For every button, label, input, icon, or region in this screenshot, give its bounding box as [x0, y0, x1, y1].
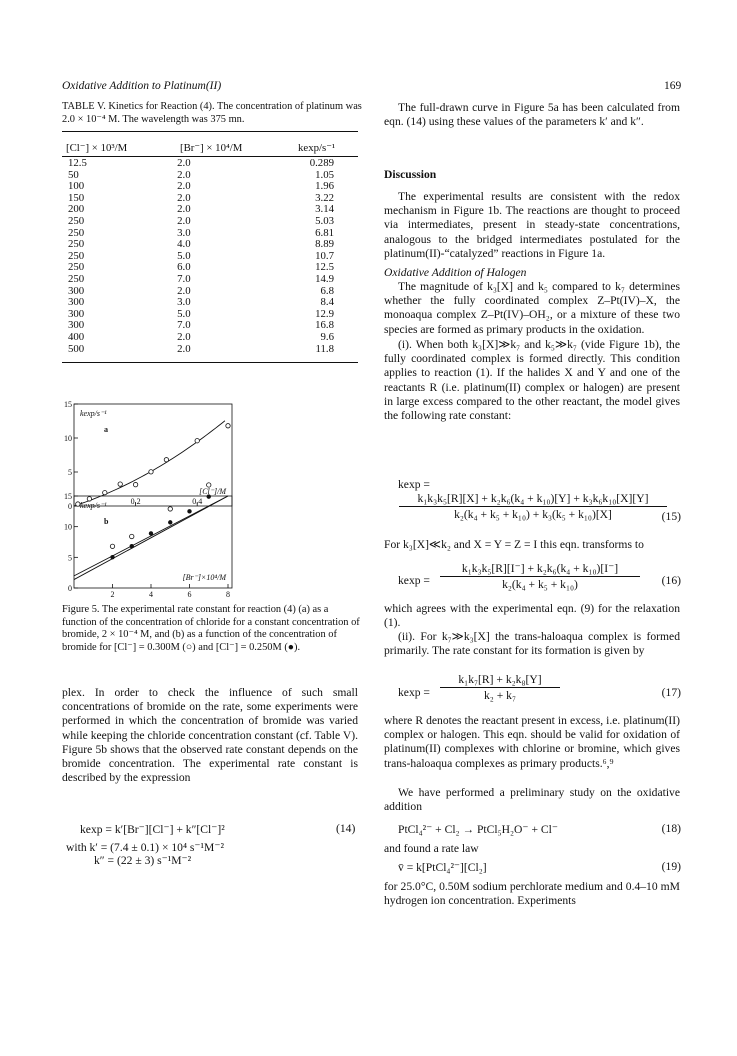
equation-18: PtCl₄²⁻ + Cl₂ → PtCl₅H₂O⁻ + Cl⁻	[398, 823, 558, 836]
subsection-paragraph: The magnitude of k₃[X] and k₅ compared to k₇ determines whether the fully coordinated complex Z–Pt(IV)–X, the monoaqua complex Z–Pt(IV)–OH₂, or a mixture of these two species are formed as primary products in the oxidation.	[384, 280, 680, 336]
where-paragraph: where R denotes the reactant present in excess, i.e. platinum(II) complex or halogen. This eqn. should be valid for oxidation of platinum(II) complexes with chlorine or bromine, which gives trans-haloaqua complexes as primary products.⁶,⁹	[384, 714, 680, 770]
table-cell: 2.0	[177, 168, 191, 181]
data-point-a	[118, 482, 122, 486]
data-point-b-filled	[110, 555, 114, 559]
table-cell: 250	[68, 226, 85, 239]
table-cell: 4.0	[177, 238, 191, 251]
equation-18-number: (18)	[661, 822, 681, 835]
table-cell: 500	[68, 342, 85, 355]
x-tick-label-a: 0.4	[192, 497, 203, 506]
equation-16-lhs: kexp =	[398, 574, 430, 587]
x-tick-label-a: 0.2	[130, 497, 141, 506]
figure-5	[62, 398, 240, 599]
y-tick-label-a: 10	[64, 434, 72, 443]
table-row	[62, 251, 358, 263]
table-cell: 400	[68, 330, 85, 343]
table-cell: 2.0	[177, 203, 191, 216]
equation-15-denominator: k₂(k₄ + k₅ + k₁₀) + k₃(k₅ + k₁₀)[X]	[454, 508, 612, 521]
x-axis-label-b: [Br⁻]×10⁴/M	[182, 573, 226, 582]
table-cell: 8.89	[315, 238, 334, 251]
y-tick-label-b: 0	[68, 584, 72, 593]
table-row	[62, 344, 358, 356]
table-header-cl: [Cl⁻] × 10³/M	[66, 142, 128, 154]
equation-16-numerator: k₁k₃k₅[R][I⁻] + k₂k₆(k₄ + k₁₀)[I⁻]	[440, 561, 640, 577]
equation-14-number: (14)	[336, 822, 356, 835]
table-row	[62, 228, 358, 240]
data-point-b-filled	[168, 520, 172, 524]
equation-15-lhs: kexp =	[398, 478, 430, 491]
table-cell: 5.0	[177, 307, 191, 320]
table-cell: 1.05	[315, 168, 334, 181]
table-cell: 250	[68, 238, 85, 251]
table-cell: 6.8	[320, 284, 334, 297]
equation-17-numerator: k₁k₇[R] + k₂k₈[Y]	[440, 673, 560, 688]
table-cell: 250	[68, 261, 85, 274]
equation-14: kexp = k′[Br⁻][Cl⁻] + k″[Cl⁻]²	[80, 823, 225, 836]
table-row	[62, 320, 358, 332]
table-row	[62, 158, 358, 170]
table-cell: 300	[68, 319, 85, 332]
table-row	[62, 204, 358, 216]
data-point-a	[149, 470, 153, 474]
table-row	[62, 216, 358, 228]
equation-15-numerator: k₁k₃k₅[R][X] + k₂k₆(k₄ + k₁₀)[Y] + k₃k₆k₁₀[X][Y]	[399, 492, 667, 507]
transform-text: For k₃[X]≪k₂ and X = Y = Z = I this eqn. transforms to	[384, 538, 644, 551]
x-tick-label-b: 2	[110, 590, 115, 599]
table-cell: 12.5	[68, 157, 87, 169]
data-point-a	[133, 482, 137, 486]
agrees-text: which agrees with the experimental eqn. (9) for the relaxation (1).	[384, 602, 680, 630]
x-tick-label-b: 8	[226, 590, 230, 599]
table-cell: 6.0	[177, 261, 191, 274]
param-k-double-prime: k″ = (22 ± 3) s⁻¹M⁻²	[94, 854, 192, 867]
table-cell: 2.0	[177, 191, 191, 204]
data-point-a	[164, 458, 168, 462]
table-cell: 250	[68, 272, 85, 285]
table-cell: 2.0	[177, 284, 191, 297]
table-cell: 7.0	[177, 319, 191, 332]
data-point-b-open	[168, 507, 172, 511]
table-cell: 2.0	[177, 342, 191, 355]
table-row	[62, 193, 358, 205]
table-cell: 300	[68, 296, 85, 309]
rate-law-text: and found a rate law	[384, 842, 479, 855]
equation-17-denominator: k₂ + k₇	[483, 689, 516, 702]
table-cell: 16.8	[315, 319, 334, 332]
discussion-paragraph: The experimental results are consistent with the redox mechanism in Figure 1b. The reactions are thought to proceed via intermediates, present in steady-state concentrations, analogous to the bridged intermediates postulated for the platinum(II)-“catalyzed” reactions in Figure 1a.	[384, 190, 680, 260]
table-header-kexp: kexp/s⁻¹	[298, 142, 336, 154]
panel-b-label: b	[104, 517, 109, 526]
table-cell: 2.0	[177, 330, 191, 343]
table-cell: 3.14	[315, 203, 334, 216]
equation-19-number: (19)	[661, 860, 681, 873]
table-cell: 5.0	[177, 249, 191, 262]
table-cell: 2.0	[177, 157, 191, 169]
param-k-prime: with k′ = (7.4 ± 0.1) × 10⁴ s⁻¹M⁻²	[66, 841, 224, 854]
table-cell: 150	[68, 191, 85, 204]
y-tick-label-a: 0	[68, 502, 72, 511]
page-number: 169	[664, 80, 682, 92]
equation-15-number: (15)	[661, 510, 681, 523]
data-point-b-filled	[130, 544, 134, 548]
x-tick-label-b: 4	[149, 590, 153, 599]
data-point-a	[103, 490, 107, 494]
right-top-paragraph: The full-drawn curve in Figure 5a has been calculated from eqn. (14) using these values of the parameters k′ and k″.	[384, 101, 680, 129]
data-point-b-filled	[187, 509, 191, 513]
table-row	[62, 262, 358, 274]
table-row	[62, 170, 358, 182]
equation-16-number: (16)	[661, 574, 681, 587]
running-header: Oxidative Addition to Platinum(II)	[62, 80, 222, 92]
table-cell: 200	[68, 203, 85, 216]
table-cell: 6.81	[315, 226, 334, 239]
table-row	[62, 239, 358, 251]
table-top-rule	[62, 131, 358, 132]
table-row	[62, 297, 358, 309]
table-row	[62, 286, 358, 298]
table-row	[62, 332, 358, 344]
table-cell: 12.5	[315, 261, 334, 274]
table-row	[62, 181, 358, 193]
preliminary-text: We have performed a preliminary study on the oxidative addition	[384, 786, 680, 814]
y-tick-label-a: 15	[64, 400, 72, 409]
data-point-b-open	[130, 534, 134, 538]
table-row	[62, 274, 358, 286]
table-cell: 10.7	[315, 249, 334, 262]
data-point-a	[226, 424, 230, 428]
case-ii-paragraph: (ii). For k₇≫k₃[X] the trans-haloaqua complex is formed primarily. The rate constant for its formation is given by	[384, 630, 680, 658]
y-tick-label-a: 5	[68, 468, 72, 477]
equation-16-denominator: k₂(k₄ + k₅ + k₁₀)	[502, 578, 578, 591]
y-tick-label-b: 15	[64, 492, 72, 501]
table-cell: 3.0	[177, 226, 191, 239]
table-cell: 11.8	[315, 342, 334, 355]
table-cell: 0.289	[309, 157, 334, 169]
equation-17-number: (17)	[661, 686, 681, 699]
data-point-b-filled	[149, 531, 153, 535]
discussion-heading: Discussion	[384, 168, 437, 181]
table-cell: 1.96	[315, 180, 334, 193]
table-row	[62, 309, 358, 321]
panel-a-label: a	[104, 425, 108, 434]
table-cell: 14.9	[315, 272, 334, 285]
equation-19: v̄ = k[PtCl₄²⁻][Cl₂]	[398, 861, 487, 874]
figure-caption: Figure 5. The experimental rate constant for reaction (4) (a) as a function of the concentration of chloride for a constant concentration of bromide, 2 × 10⁻⁴ M, and (b) as a function of the concentration of bromide for [Cl⁻] = 0.300M (○) and [Cl⁻] = 0.250M (●).	[62, 604, 360, 653]
data-point-a	[195, 439, 199, 443]
table-cell: 12.9	[315, 307, 334, 320]
table-cell: 3.0	[177, 296, 191, 309]
x-axis-label-a: [Cl⁻]/M	[199, 487, 226, 496]
table-cell: 9.6	[320, 330, 334, 343]
y-axis-label-a: kexp/s⁻¹	[80, 409, 107, 418]
subsection-heading: Oxidative Addition of Halogen	[384, 266, 527, 279]
equation-17-lhs: kexp =	[398, 686, 430, 699]
table-cell: 100	[68, 180, 85, 193]
table-cell: 8.4	[320, 296, 334, 309]
table-cell: 300	[68, 307, 85, 320]
left-paragraph: plex. In order to check the influence of such small concentrations of bromide on the rate, some experiments were performed in which the concentration of bromide was varied while keeping the chloride concentration constant (cf. Table V). Figure 5b shows that the observed rate constant depends on the bromide concentration. The experimental rate constant is described by the expression	[62, 686, 358, 785]
table-cell: 250	[68, 214, 85, 227]
table-cell: 3.22	[315, 191, 334, 204]
x-tick-label-b: 6	[187, 590, 192, 599]
y-axis-label-b: kexp/s⁻¹	[80, 501, 107, 510]
y-tick-label-b: 10	[64, 522, 72, 532]
final-paragraph: for 25.0°C, 0.50M sodium perchlorate medium and 0.4–10 mM hydrogen ion concentration. Experiments	[384, 880, 680, 908]
table-cell: 250	[68, 249, 85, 262]
table-cell: 2.0	[177, 180, 191, 193]
kinetics-table	[62, 158, 358, 355]
table-cell: 2.0	[177, 214, 191, 227]
table-cell: 50	[68, 168, 79, 181]
table-bottom-rule	[62, 362, 358, 363]
table-caption: TABLE V. Kinetics for Reaction (4). The concentration of platinum was 2.0 × 10⁻⁴ M. The wavelength was 375 mn.	[62, 101, 362, 125]
table-cell: 7.0	[177, 272, 191, 285]
table-cell: 300	[68, 284, 85, 297]
data-point-b-open	[110, 544, 114, 548]
table-header-br: [Br⁻] × 10⁴/M	[180, 142, 243, 154]
table-cell: 5.03	[315, 214, 334, 227]
y-tick-label-b: 5	[68, 553, 72, 563]
case-i-paragraph: (i). When both k₃[X]≫k₇ and k₅≫k₇ (vide Figure 1b), the fully coordinated complex is formed directly. This condition applies to reaction (1). If the halides X and Y and one of the reactants R (i.e. platinum(II) complex or halogen) are present in large excess compared to the other reactant, the model gives the following rate constant:	[384, 338, 680, 423]
